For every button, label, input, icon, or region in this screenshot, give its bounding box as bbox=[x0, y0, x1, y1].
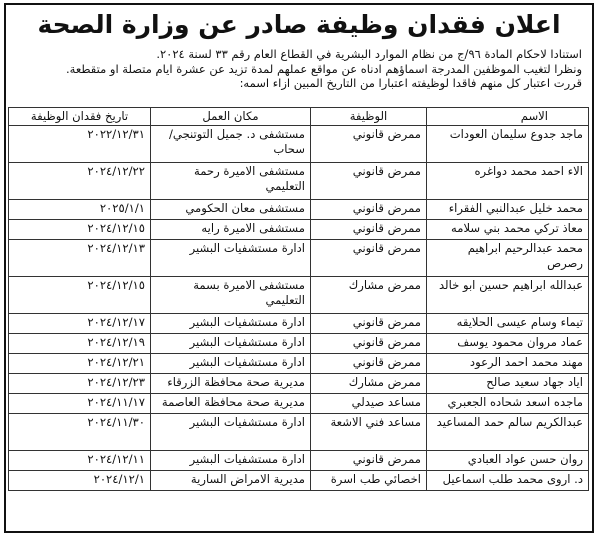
employee-job: ممرض مشارك bbox=[311, 374, 427, 394]
loss-date: ٢٠٢٤/١٢/١٩ bbox=[9, 334, 151, 354]
employee-job: ممرض قانوني bbox=[311, 314, 427, 334]
loss-date: ٢٠٢٤/١٢/١٣ bbox=[9, 240, 151, 277]
employee-workplace: ادارة مستشفيات البشير bbox=[151, 240, 311, 277]
employee-job: ممرض قانوني bbox=[311, 240, 427, 277]
loss-date: ٢٠٢٤/١٢/١١ bbox=[9, 451, 151, 471]
table-row bbox=[9, 240, 589, 277]
employee-workplace: ادارة مستشفيات البشير bbox=[151, 451, 311, 471]
header-job: الوظيفة bbox=[311, 108, 427, 126]
employee-job: مساعد صيدلي bbox=[311, 394, 427, 414]
employee-name: تيماء وسام عيسى الحلايقه bbox=[427, 314, 589, 334]
loss-date: ٢٠٢٤/١٢/٢٢ bbox=[9, 163, 151, 200]
employee-workplace: ادارة مستشفيات البشير bbox=[151, 314, 311, 334]
employee-job: ممرض قانوني bbox=[311, 334, 427, 354]
table-row bbox=[9, 163, 589, 200]
employee-name: الاء احمد محمد دواغره bbox=[427, 163, 589, 200]
table-row bbox=[9, 126, 589, 163]
employee-name: عبدالكريم سالم حمد المساعيد bbox=[427, 414, 589, 451]
employee-job: ممرض قانوني bbox=[311, 126, 427, 163]
header-date: تاريخ فقدان الوظيفة bbox=[9, 108, 151, 126]
employee-name: مهند محمد احمد الرعود bbox=[427, 354, 589, 374]
table-row bbox=[9, 471, 589, 491]
employee-name: محمد عبدالرحيم ابراهيم رصرص bbox=[427, 240, 589, 277]
employee-workplace: مديرية صحة محافظة العاصمة bbox=[151, 394, 311, 414]
employee-job: اخصائي طب اسرة bbox=[311, 471, 427, 491]
employee-name: ماجد جدوع سليمان العودات bbox=[427, 126, 589, 163]
employee-job: ممرض قانوني bbox=[311, 220, 427, 240]
employees-table bbox=[8, 107, 589, 491]
employee-name: روان حسن عواد العبادي bbox=[427, 451, 589, 471]
employee-workplace: ادارة مستشفيات البشير bbox=[151, 354, 311, 374]
employee-workplace: مديرية الامراض السارية bbox=[151, 471, 311, 491]
table-row bbox=[9, 314, 589, 334]
employee-job: ممرض مشارك bbox=[311, 277, 427, 314]
loss-date: ٢٠٢٤/١١/٣٠ bbox=[9, 414, 151, 451]
intro-line: ونظرا لتغيب الموظفين المدرجة اسماؤهم ادناه عن مواقع عملهم لمدة تزيد عن عشرة ايام متصلة او متقطعة. bbox=[66, 61, 582, 76]
employee-name: محمد خليل عبدالنبي الفقراء bbox=[427, 200, 589, 220]
announcement-title: اعلان فقدان وظيفة صادر عن وزارة الصحة bbox=[37, 10, 561, 39]
employee-workplace: مستشفى الاميرة بسمة التعليمي bbox=[151, 277, 311, 314]
loss-date: ٢٠٢٤/١٢/٢١ bbox=[9, 354, 151, 374]
table-row bbox=[9, 354, 589, 374]
intro-line: قررت اعتبار كل منهم فاقدا لوظيفته اعتبارا من التاريخ المبين ازاء اسمه: bbox=[239, 76, 582, 90]
employee-workplace: مستشفى د. جميل التوتنجي/ سحاب bbox=[151, 126, 311, 163]
employee-name: عبدالله ابراهيم حسين ابو خالد bbox=[427, 277, 589, 314]
intro-text bbox=[14, 47, 582, 91]
employee-name: د. اروى محمد طلب اسماعيل bbox=[427, 471, 589, 491]
header-name: الاسم bbox=[427, 108, 589, 126]
employee-workplace: ادارة مستشفيات البشير bbox=[151, 414, 311, 451]
employee-name: عماد مروان محمود يوسف bbox=[427, 334, 589, 354]
table-row bbox=[9, 220, 589, 240]
employee-job: مساعد فني الاشعة bbox=[311, 414, 427, 451]
table-row bbox=[9, 414, 589, 451]
employee-job: ممرض قانوني bbox=[311, 200, 427, 220]
intro-line: استنادا لاحكام المادة ٩٦/ج من نظام الموارد البشرية في القطاع العام رقم ٣٣ لسنة ٢٠٢٤. bbox=[156, 47, 582, 61]
table-header-row bbox=[9, 108, 589, 126]
employee-workplace: مستشفى الاميرة رحمة التعليمي bbox=[151, 163, 311, 200]
table-row bbox=[9, 451, 589, 471]
table-row bbox=[9, 374, 589, 394]
employee-job: ممرض قانوني bbox=[311, 163, 427, 200]
employee-job: ممرض قانوني bbox=[311, 354, 427, 374]
loss-date: ٢٠٢٤/١٢/١٥ bbox=[9, 220, 151, 240]
loss-date: ٢٠٢٤/١٢/١٥ bbox=[9, 277, 151, 314]
employee-job: ممرض قانوني bbox=[311, 451, 427, 471]
employee-name: اياد جهاد سعيد صالح bbox=[427, 374, 589, 394]
loss-date: ٢٠٢٤/١٢/١ bbox=[9, 471, 151, 491]
employee-workplace: مستشفى الاميرة رايه bbox=[151, 220, 311, 240]
loss-date: ٢٠٢٢/١٢/٣١ bbox=[9, 126, 151, 163]
loss-date: ٢٠٢٤/١٢/١٧ bbox=[9, 314, 151, 334]
employee-workplace: ادارة مستشفيات البشير bbox=[151, 334, 311, 354]
table-row bbox=[9, 334, 589, 354]
header-place: مكان العمل bbox=[151, 108, 311, 126]
table-row bbox=[9, 200, 589, 220]
loss-date: ٢٠٢٤/١١/١٧ bbox=[9, 394, 151, 414]
employee-name: معاذ تركي محمد بني سلامه bbox=[427, 220, 589, 240]
loss-date: ٢٠٢٥/١/١ bbox=[9, 200, 151, 220]
table-row bbox=[9, 277, 589, 314]
table-row bbox=[9, 394, 589, 414]
loss-date: ٢٠٢٤/١٢/٢٣ bbox=[9, 374, 151, 394]
employee-workplace: مستشفى معان الحكومي bbox=[151, 200, 311, 220]
employee-workplace: مديرية صحة محافظة الزرقاء bbox=[151, 374, 311, 394]
employee-name: ماجده اسعد شحاده الجعبري bbox=[427, 394, 589, 414]
